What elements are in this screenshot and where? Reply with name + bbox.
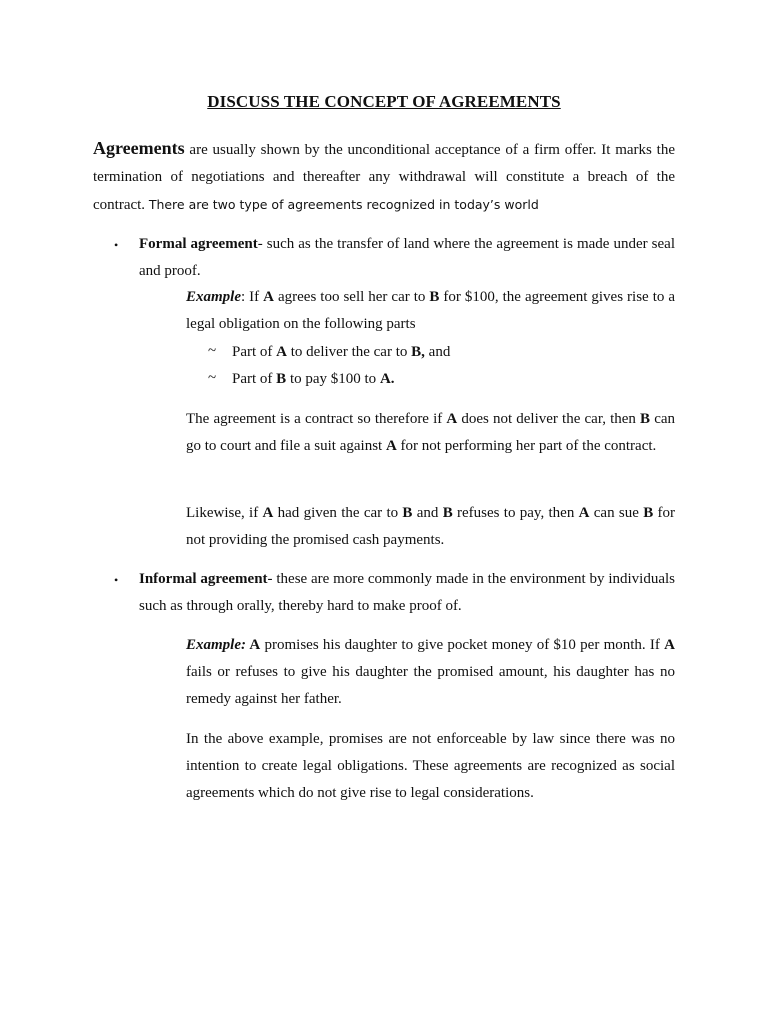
formal-part-one: Part of A to deliver the car to B, and (232, 344, 451, 360)
bullet-icon: • (114, 573, 119, 587)
formal-agreement-item (139, 231, 675, 285)
intro-text: are usually shown by the unconditional acceptance of a firm offer. It marks the termination of negotiations and thereafter any withdrawal will constitute a breach of the contract. (93, 142, 675, 213)
tilde-marker: ~ (208, 370, 217, 386)
formal-paragraph-likewise: Likewise, if A had given the car to B and B refuses to pay, then A can sue B for not providing the promised cash payments. (186, 505, 675, 548)
intro-paragraph (93, 135, 675, 219)
formal-agreement-heading: Formal agreement (139, 236, 258, 252)
page-title: DISCUSS THE CONCEPT OF AGREEMENTS (207, 92, 561, 111)
formal-paragraph-contract: The agreement is a contract so therefore if A does not deliver the car, then B can go to court and file a suit against A for not performing her part of the contract. (186, 411, 676, 454)
informal-agreement-item (139, 566, 675, 620)
intro-text-sans: There are two type of agreements recognized in today’s world (148, 197, 539, 212)
example-label: Example (186, 289, 241, 305)
informal-agreement-text: - these are more commonly made in the environment by individuals such as through orally, thereby hard to make proof of. (139, 571, 676, 614)
informal-paragraph-conclusion: In the above example, promises are not enforceable by law since there was no intention to create legal obligations. These agreements are recognized as social agreements which do not give rise to legal considerations. (186, 731, 675, 801)
formal-example: Example: If A agrees too sell her car to B for $100, the agreement gives rise to a legal obligation on the following parts (186, 289, 676, 332)
example-label: Example: (186, 637, 246, 653)
formal-part-two: Part of B to pay $100 to A. (232, 371, 395, 387)
formal-agreement-text: - such as the transfer of land where the agreement is made under seal and proof. (139, 236, 675, 279)
informal-agreement-heading: Informal agreement (139, 571, 268, 587)
informal-example: Example: A promises his daughter to give pocket money of $10 per month. If A fails or refuses to give his daughter the promised amount, his daughter has no remedy against her father. (186, 637, 675, 707)
intro-lead-term: Agreements (93, 138, 185, 158)
tilde-marker: ~ (208, 343, 217, 359)
bullet-icon: • (114, 238, 119, 252)
